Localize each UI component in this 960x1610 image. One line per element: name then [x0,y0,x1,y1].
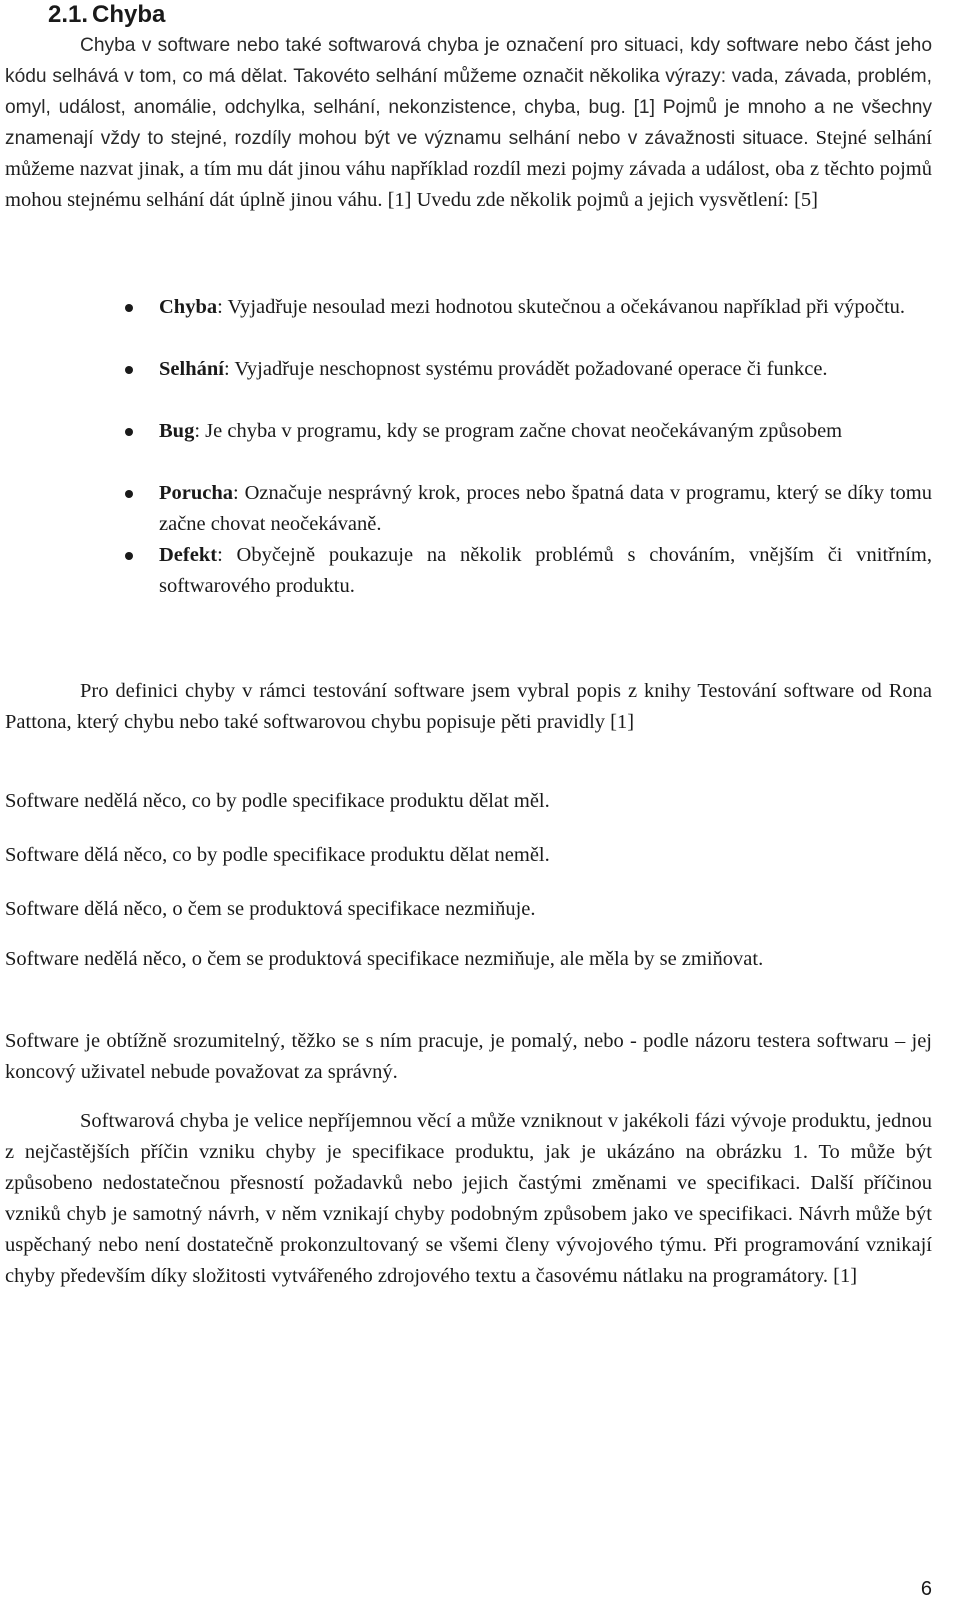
definition-intro: Pro definici chyby v rámci testování software jsem vybral popis z knihy Testování software od Rona Pattona, který chybu nebo také softwarovou chybu popisuje pěti pravidly [1] [5,680,932,733]
page-number: 6 [920,1578,932,1600]
term-name: Selhání [159,358,224,380]
term-description: : Vyjadřuje nesoulad mezi hodnotou skutečnou a očekávanou například při výpočtu. [217,296,906,318]
term-item [5,292,932,354]
bullet-icon [125,552,133,560]
section-number: 2.1. [48,1,89,28]
term-description: : Obyčejně poukazuje na několik problémů s chováním, vnějším či vnitřním, softwarového produktu. [159,544,932,597]
term-name: Chyba [159,296,218,318]
rule-item: Software dělá něco, co by podle specifikace produktu dělat neměl. [5,844,550,866]
bullet-icon [125,366,133,374]
term-description: : Je chyba v programu, kdy se program začne chovat neočekávaným způsobem [194,420,843,442]
term-description: : Vyjadřuje neschopnost systému provádět požadované operace či funkce. [223,358,828,380]
rule-item: Software nedělá něco, co by podle specifikace produktu dělat měl. [5,790,550,812]
intro-paragraph [5,30,932,216]
term-name: Defekt [159,544,218,566]
term-description: : Označuje nesprávný krok, proces nebo špatná data v programu, který se díky tomu začne chovat neočekávaně. [159,482,932,535]
term-name: Bug [159,420,195,442]
term-list [5,292,932,602]
bullet-icon [125,428,133,436]
term-item [5,478,932,540]
term-item [5,416,932,478]
closing-paragraph: Softwarová chyba je velice nepříjemnou věcí a může vzniknout v jakékoli fázi vývoje produktu, jednou z nejčastějších příčin vzniku chyby je specifikace produktu, jak je ukázáno na obrázku 1. To může být způsobeno nedostatečnou přesností požadavků nebo jejich častými změnami ve specifikaci. Další příčinou vzniků chyb je samotný návrh, v něm vznikají chyby podobným způsobem jako ve specifikaci. Návrh může být uspěchaný nebo není dostatečně prokonzultovaný se všemi členy vývojového týmu. Při programování vznikají chyby především díky složitosti vytvářeného zdrojového textu a časovému nátlaku na programátory. [1] [5,1110,932,1287]
term-item [5,354,932,416]
rule-item: Software dělá něco, o čem se produktová specifikace nezmiňuje. [5,898,536,920]
section-title: Chyba [92,1,166,28]
intro-part-1: Chyba v software nebo také softwarová chyba je označení pro situaci, kdy software nebo část jeho kódu selhává v tom, co má dělat. Takovéto selhání můžeme označit několika výrazy: vada, závada, problém, omyl, událost, anomálie, odchylka, selhání, nekonzistence, chyba, bug. [1] Pojmů je mnoho a ne všechny znamenají vždy to stejné, rozdíly mohou být ve významu selhání nebo v závažnosti situace. [5,35,932,149]
bullet-icon [125,304,133,312]
term-item [5,540,932,602]
intro-part-2: Stejné selhání můžeme nazvat jinak, a tím mu dát jinou váhu například rozdíl mezi pojmy závada a událost, oba z těchto pojmů mohou stejnému selhání dát úplně jinou váhu. [1] Uvedu zde několik pojmů a jejich vysvětlení: [5] [5,127,932,211]
section-heading [48,0,165,30]
term-name: Porucha [159,482,234,504]
rule-item: Software je obtížně srozumitelný, těžko se s ním pracuje, je pomalý, nebo - podle názoru testera softwaru – jej koncový uživatel nebude považovat za správný. [5,1030,932,1083]
bullet-icon [125,490,133,498]
rule-item: Software nedělá něco, o čem se produktová specifikace nezmiňuje, ale měla by se zmiňovat. [5,948,764,970]
